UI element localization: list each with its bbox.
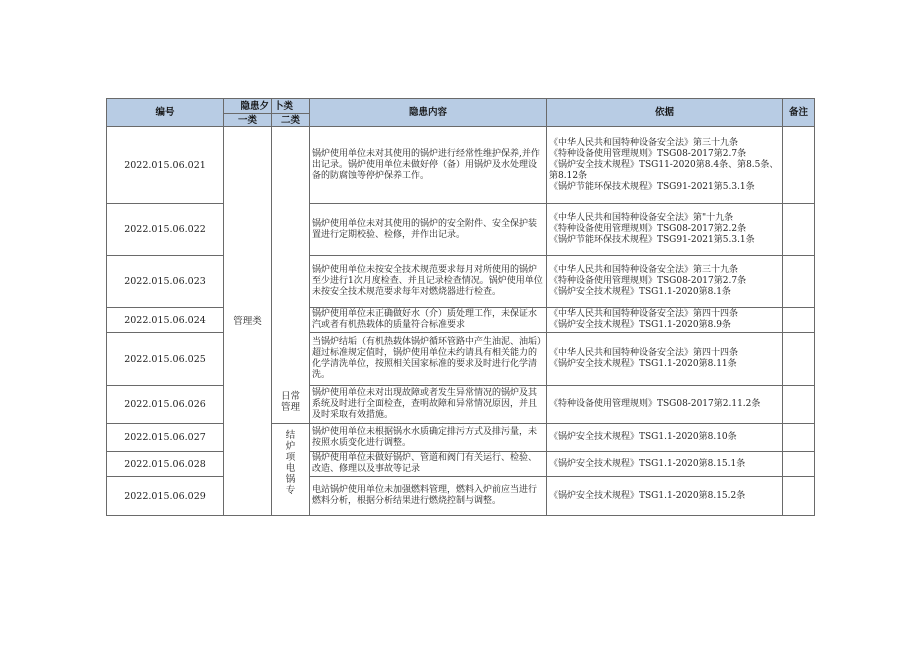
row-remark [783, 333, 815, 386]
basis-line: 《锅炉安全技术规程》TSG11-2020第8.4条、第8.5条、第8.12条 [549, 159, 779, 181]
header-category-group-a: 隐患夕 [224, 99, 272, 114]
category-2-cell-station [272, 424, 310, 516]
basis-line: 《特种设备使用管理规则》TSG08-2017第2.11.2条 [549, 399, 761, 409]
basis-line: 《锅炉安全技术规程》TSG1.1-2020第8.15.2条 [549, 490, 746, 501]
row-basis [547, 127, 783, 204]
table-row [107, 308, 815, 333]
row-content: 锅炉使用单位未做好锅炉、管道和阀门有关运行、检验、改造、修理以及事故等记录 [310, 452, 547, 477]
row-basis [547, 333, 783, 386]
category-2-label: 日常管理 [280, 391, 300, 413]
row-remark [783, 308, 815, 333]
category-1-cell: 管理类 [224, 127, 272, 516]
basis-line: 《特种设备使用管理规则》TSG08-2017第2.7条 [549, 276, 747, 286]
row-remark [783, 477, 815, 516]
row-code: 2022.015.06.021 [107, 127, 224, 204]
row-content: 锅炉使用单位未对出现故障或者发生异常情况的锅炉及其系统及时进行全面检查，查明故障和异常情况原因，并且及时采取有效措施。 [310, 386, 547, 424]
table-row [107, 452, 815, 477]
row-remark [783, 204, 815, 256]
header-remark: 备注 [783, 99, 815, 127]
header-content: 隐患内容 [310, 99, 547, 127]
row-code: 2022.015.06.025 [107, 333, 224, 386]
row-content: 锅炉使用单位未正确做好水（介）质处理工作，未保证水汽或者有机热载体的质量符合标准要求 [310, 308, 547, 333]
row-basis [547, 308, 783, 333]
table-row [107, 127, 815, 204]
basis-line: 《中华人民共和国特种设备安全法》第"十九条 [549, 213, 734, 223]
row-remark [783, 452, 815, 477]
row-code: 2022.015.06.022 [107, 204, 224, 256]
row-code: 2022.015.06.027 [107, 424, 224, 452]
row-code: 2022.015.06.026 [107, 386, 224, 424]
row-code: 2022.015.06.024 [107, 308, 224, 333]
row-content: 当锅炉结垢（有机热载体锅炉循环管路中产生油泥、油垢）超过标准规定值时，锅炉使用单位未约请具有相关能力的化学清洗单位，按照相关国家标准的要求及时进行化学清洗。 [310, 333, 547, 386]
row-content: 电站锅炉使用单位未加强燃料管理，燃料入炉前应当进行燃料分析，根据分析结果进行燃烧控制与调整。 [310, 477, 547, 516]
basis-line: 《中华人民共和国特种设备安全法》第四十四条 [549, 309, 739, 319]
row-content: 锅炉使用单位未对其使用的锅炉进行经常性维护保养,并作出记录。锅炉使用单位未做好停（备）用锅炉及水处理设备的防腐蚀等停炉保养工作。 [310, 127, 547, 204]
row-basis [547, 452, 783, 477]
table-row [107, 477, 815, 516]
header-category-group-b: 卜类 [272, 99, 310, 114]
row-code: 2022.015.06.023 [107, 256, 224, 308]
basis-line: 《特种设备使用管理规则》TSG08-2017第2.7条 [549, 148, 747, 159]
row-basis [547, 256, 783, 308]
row-basis [547, 424, 783, 452]
row-content: 锅炉使用单位未按安全技术规范要求每月对所使用的锅炉至少进行1次月度检查、并且记录检查情况。锅炉使用单位未按安全技术规范要求每年对燃烧器进行检查。 [310, 256, 547, 308]
category-2-cell-daily [272, 127, 310, 424]
basis-line: 《中华人民共和国特种设备安全法》第三十九条 [549, 265, 739, 275]
basis-line: 《锅炉安全技术规程》TSG1.1-2020第8.9条 [549, 320, 731, 330]
table-row [107, 204, 815, 256]
row-remark [783, 386, 815, 424]
row-remark [783, 256, 815, 308]
header-category-2: 二类 [272, 114, 310, 127]
basis-line: 《锅炉安全技术规程》TSG1.1-2020第8.11条 [549, 359, 737, 369]
basis-line: 《锅炉节能环保技术规程》TSG91-2021第5.3.1条 [549, 181, 755, 192]
basis-line: 《中华人民共和国特种设备安全法》第三十九条 [549, 137, 739, 148]
basis-line: 《中华人民共和国特种设备安全法》第四十四条 [549, 348, 739, 358]
row-content: 锅炉使用单位未对其使用的锅炉的安全附件、安全保护装置进行定期校验、检修，并作出记录。 [310, 204, 547, 256]
basis-line: 《锅炉安全技术规程》TSG1.1-2020第8.15.1条 [549, 458, 746, 469]
table-row [107, 424, 815, 452]
table-row [107, 386, 815, 424]
hazard-table-document [106, 98, 815, 516]
row-basis [547, 204, 783, 256]
row-basis [547, 477, 783, 516]
table-row [107, 256, 815, 308]
row-basis [547, 386, 783, 424]
basis-line: 《锅炉安全技术规程》TSG1.1-2020第8.10条 [549, 432, 737, 442]
table-row [107, 333, 815, 386]
row-content: 锅炉使用单位未根据锅水水质确定排污方式及排污量，未按照水质变化进行调整。 [310, 424, 547, 452]
basis-line: 《锅炉节能环保技术规程》TSG91-2021第5.3.1条 [549, 235, 755, 245]
header-code: 编号 [107, 99, 224, 127]
basis-line: 《锅炉安全技术规程》TSG1.1-2020第8.1条 [549, 287, 731, 297]
row-code: 2022.015.06.028 [107, 452, 224, 477]
category-2-label: 结炉项电锅专 [285, 430, 296, 496]
header-category-1: 一类 [224, 114, 272, 127]
basis-line: 《特种设备使用管理规则》TSG08-2017第2.2条 [549, 224, 747, 234]
header-basis: 依据 [547, 99, 783, 127]
row-remark [783, 127, 815, 204]
hazard-table [106, 98, 815, 516]
row-remark [783, 424, 815, 452]
row-code: 2022.015.06.029 [107, 477, 224, 516]
